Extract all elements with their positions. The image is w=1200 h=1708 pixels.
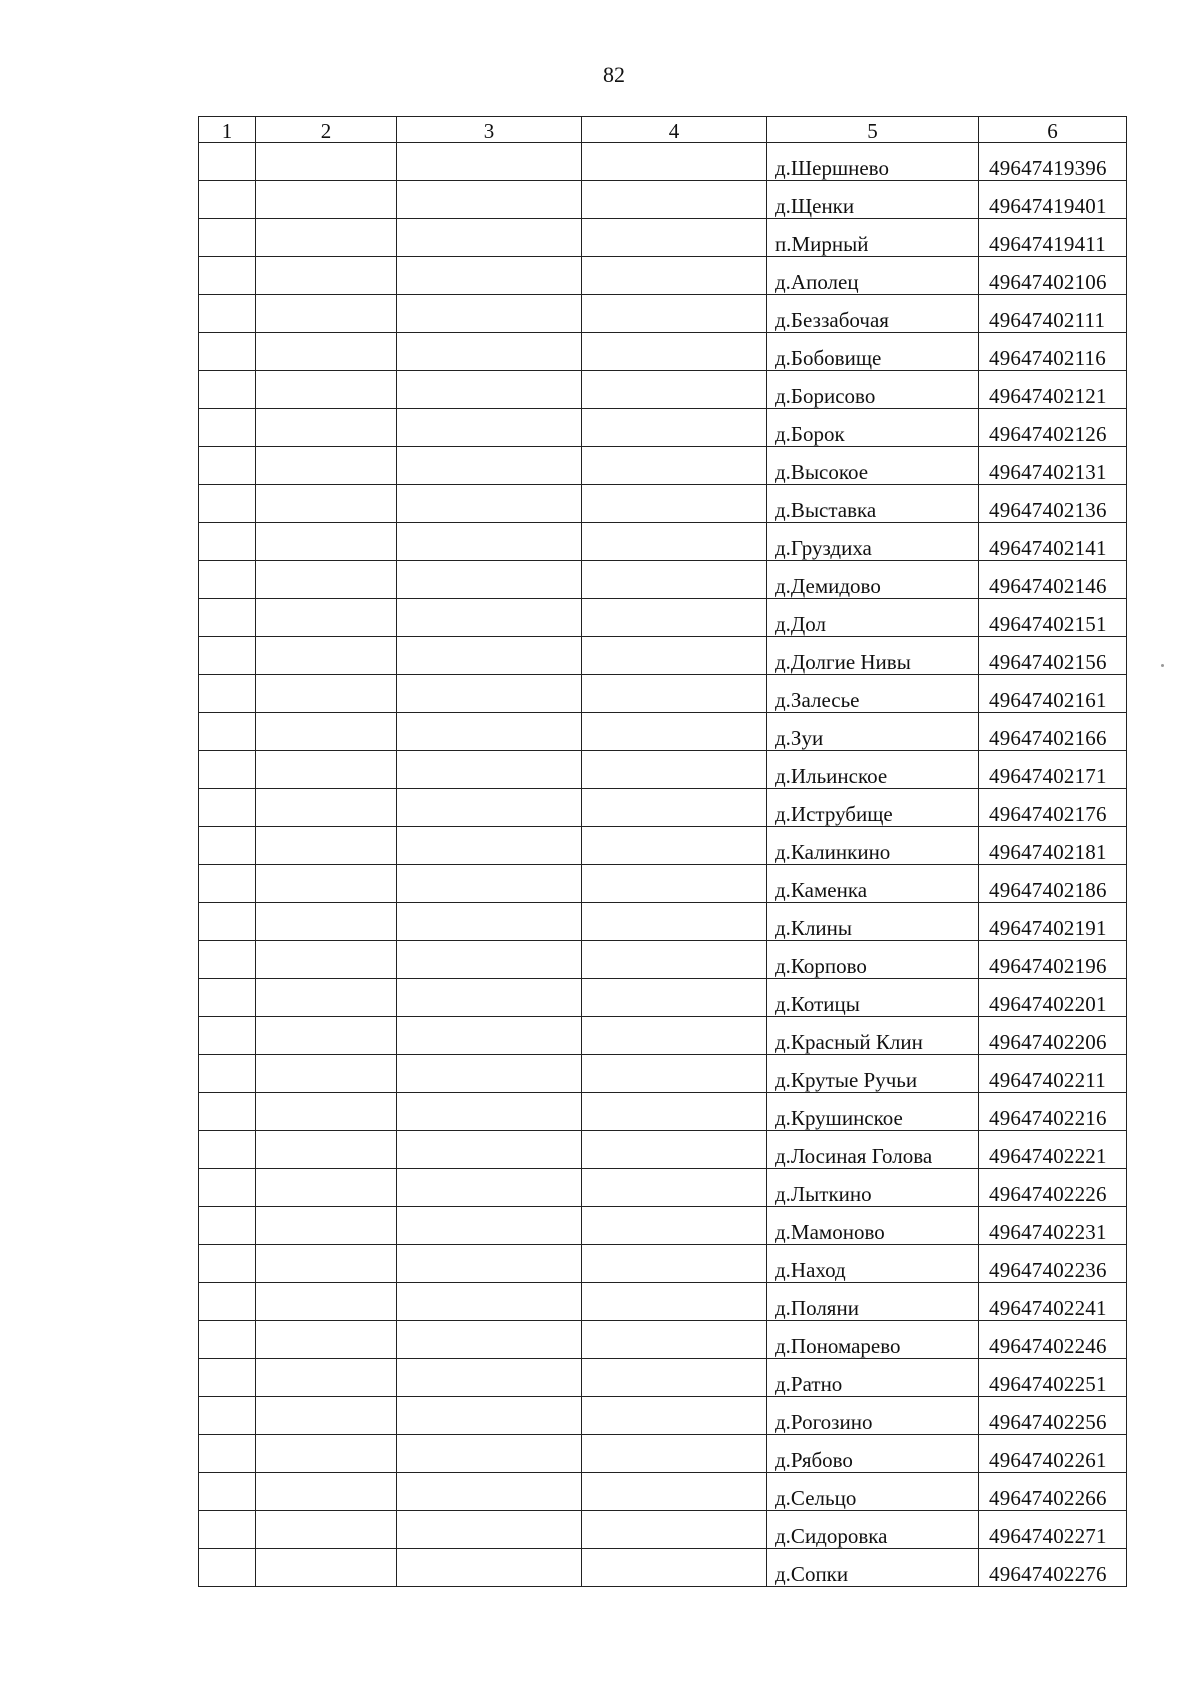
settlement-code-cell: 49647402136	[979, 485, 1127, 523]
empty-cell-col-4	[582, 1321, 767, 1359]
table-row	[199, 143, 1127, 181]
page-number: 82	[603, 62, 625, 87]
empty-cell-col-3	[397, 1169, 582, 1207]
table-row	[199, 1283, 1127, 1321]
settlements-table	[198, 116, 1127, 1587]
empty-cell-col-1	[199, 1435, 256, 1473]
settlement-name-cell: д.Иструбище	[767, 789, 979, 827]
table-row	[199, 1245, 1127, 1283]
settlement-code-cell: 49647402231	[979, 1207, 1127, 1245]
empty-cell-col-1	[199, 1359, 256, 1397]
empty-cell-col-3	[397, 1359, 582, 1397]
empty-cell-col-2	[256, 409, 397, 447]
settlement-code-cell: 49647402166	[979, 713, 1127, 751]
table-row	[199, 219, 1127, 257]
column-header-2: 2	[256, 117, 397, 143]
empty-cell-col-1	[199, 1207, 256, 1245]
empty-cell-col-4	[582, 1511, 767, 1549]
empty-cell-col-4	[582, 1245, 767, 1283]
table-row	[199, 1397, 1127, 1435]
settlement-code-cell: 49647402176	[979, 789, 1127, 827]
table-row	[199, 485, 1127, 523]
settlement-name-cell: д.Сельцо	[767, 1473, 979, 1511]
settlement-name-cell: д.Борок	[767, 409, 979, 447]
empty-cell-col-2	[256, 1245, 397, 1283]
empty-cell-col-4	[582, 1397, 767, 1435]
empty-cell-col-1	[199, 1549, 256, 1587]
table-row	[199, 409, 1127, 447]
settlement-name-cell: д.Каменка	[767, 865, 979, 903]
empty-cell-col-3	[397, 637, 582, 675]
settlement-code-cell: 49647402216	[979, 1093, 1127, 1131]
empty-cell-col-3	[397, 599, 582, 637]
empty-cell-col-4	[582, 1359, 767, 1397]
empty-cell-col-4	[582, 1207, 767, 1245]
empty-cell-col-1	[199, 1473, 256, 1511]
empty-cell-col-4	[582, 1131, 767, 1169]
settlement-name-cell: д.Поляни	[767, 1283, 979, 1321]
settlement-code-cell: 49647402241	[979, 1283, 1127, 1321]
empty-cell-col-2	[256, 637, 397, 675]
settlement-name-cell: д.Пономарево	[767, 1321, 979, 1359]
empty-cell-col-3	[397, 523, 582, 561]
empty-cell-col-3	[397, 181, 582, 219]
empty-cell-col-1	[199, 979, 256, 1017]
table-row	[199, 1093, 1127, 1131]
empty-cell-col-3	[397, 1131, 582, 1169]
empty-cell-col-3	[397, 979, 582, 1017]
table-row	[199, 257, 1127, 295]
settlement-name-cell: д.Щенки	[767, 181, 979, 219]
empty-cell-col-2	[256, 561, 397, 599]
empty-cell-col-3	[397, 485, 582, 523]
empty-cell-col-4	[582, 333, 767, 371]
empty-cell-col-3	[397, 1473, 582, 1511]
empty-cell-col-2	[256, 599, 397, 637]
empty-cell-col-4	[582, 903, 767, 941]
empty-cell-col-3	[397, 675, 582, 713]
settlement-code-cell: 49647402151	[979, 599, 1127, 637]
table-row	[199, 333, 1127, 371]
table-header-row	[199, 117, 1127, 143]
empty-cell-col-3	[397, 865, 582, 903]
empty-cell-col-4	[582, 941, 767, 979]
empty-cell-col-2	[256, 333, 397, 371]
empty-cell-col-3	[397, 1549, 582, 1587]
settlement-code-cell: 49647419401	[979, 181, 1127, 219]
settlement-name-cell: д.Крутые Ручьи	[767, 1055, 979, 1093]
empty-cell-col-4	[582, 713, 767, 751]
empty-cell-col-2	[256, 1511, 397, 1549]
settlement-name-cell: д.Сидоровка	[767, 1511, 979, 1549]
empty-cell-col-3	[397, 257, 582, 295]
empty-cell-col-2	[256, 485, 397, 523]
empty-cell-col-1	[199, 1245, 256, 1283]
empty-cell-col-3	[397, 447, 582, 485]
empty-cell-col-1	[199, 1511, 256, 1549]
empty-cell-col-2	[256, 1207, 397, 1245]
empty-cell-col-3	[397, 219, 582, 257]
empty-cell-col-4	[582, 1283, 767, 1321]
table-row	[199, 1055, 1127, 1093]
empty-cell-col-2	[256, 751, 397, 789]
empty-cell-col-2	[256, 1017, 397, 1055]
settlement-code-cell: 49647402201	[979, 979, 1127, 1017]
settlement-code-cell: 49647402221	[979, 1131, 1127, 1169]
empty-cell-col-4	[582, 751, 767, 789]
settlement-name-cell: д.Корпово	[767, 941, 979, 979]
empty-cell-col-4	[582, 561, 767, 599]
table-body	[199, 143, 1127, 1587]
empty-cell-col-3	[397, 1435, 582, 1473]
settlement-name-cell: д.Лосиная Голова	[767, 1131, 979, 1169]
empty-cell-col-3	[397, 903, 582, 941]
settlement-name-cell: д.Высокое	[767, 447, 979, 485]
empty-cell-col-4	[582, 1473, 767, 1511]
empty-cell-col-1	[199, 1055, 256, 1093]
settlement-code-cell: 49647402116	[979, 333, 1127, 371]
settlement-name-cell: д.Залесье	[767, 675, 979, 713]
table-row	[199, 827, 1127, 865]
empty-cell-col-1	[199, 599, 256, 637]
settlement-code-cell: 49647402226	[979, 1169, 1127, 1207]
empty-cell-col-3	[397, 1283, 582, 1321]
empty-cell-col-3	[397, 295, 582, 333]
settlement-name-cell: д.Демидово	[767, 561, 979, 599]
empty-cell-col-3	[397, 1207, 582, 1245]
settlement-code-cell: 49647402256	[979, 1397, 1127, 1435]
empty-cell-col-2	[256, 827, 397, 865]
settlement-name-cell: д.Долгие Нивы	[767, 637, 979, 675]
settlement-code-cell: 49647402196	[979, 941, 1127, 979]
empty-cell-col-2	[256, 1473, 397, 1511]
empty-cell-col-4	[582, 447, 767, 485]
settlement-name-cell: д.Красный Клин	[767, 1017, 979, 1055]
empty-cell-col-4	[582, 371, 767, 409]
empty-cell-col-3	[397, 941, 582, 979]
table-row	[199, 599, 1127, 637]
empty-cell-col-1	[199, 523, 256, 561]
empty-cell-col-2	[256, 181, 397, 219]
settlement-name-cell: д.Беззабочая	[767, 295, 979, 333]
empty-cell-col-4	[582, 789, 767, 827]
empty-cell-col-2	[256, 257, 397, 295]
empty-cell-col-4	[582, 143, 767, 181]
empty-cell-col-3	[397, 409, 582, 447]
settlement-name-cell: д.Аполец	[767, 257, 979, 295]
empty-cell-col-3	[397, 371, 582, 409]
empty-cell-col-3	[397, 1017, 582, 1055]
empty-cell-col-3	[397, 1397, 582, 1435]
empty-cell-col-2	[256, 1321, 397, 1359]
empty-cell-col-4	[582, 1055, 767, 1093]
empty-cell-col-1	[199, 713, 256, 751]
empty-cell-col-2	[256, 1093, 397, 1131]
settlement-name-cell: д.Мамоново	[767, 1207, 979, 1245]
settlement-code-cell: 49647402171	[979, 751, 1127, 789]
settlement-name-cell: д.Дол	[767, 599, 979, 637]
empty-cell-col-4	[582, 257, 767, 295]
empty-cell-col-1	[199, 941, 256, 979]
settlement-code-cell: 49647402111	[979, 295, 1127, 333]
column-header-5: 5	[767, 117, 979, 143]
empty-cell-col-4	[582, 485, 767, 523]
empty-cell-col-3	[397, 1321, 582, 1359]
empty-cell-col-3	[397, 1093, 582, 1131]
empty-cell-col-1	[199, 1397, 256, 1435]
empty-cell-col-3	[397, 713, 582, 751]
empty-cell-col-3	[397, 333, 582, 371]
empty-cell-col-1	[199, 219, 256, 257]
empty-cell-col-3	[397, 1055, 582, 1093]
settlement-code-cell: 49647402206	[979, 1017, 1127, 1055]
empty-cell-col-1	[199, 789, 256, 827]
empty-cell-col-1	[199, 827, 256, 865]
settlement-code-cell: 49647402106	[979, 257, 1127, 295]
table-row	[199, 371, 1127, 409]
settlement-code-cell: 49647402191	[979, 903, 1127, 941]
empty-cell-col-2	[256, 675, 397, 713]
empty-cell-col-1	[199, 333, 256, 371]
settlement-name-cell: д.Ратно	[767, 1359, 979, 1397]
empty-cell-col-2	[256, 941, 397, 979]
column-header-4: 4	[582, 117, 767, 143]
empty-cell-col-4	[582, 865, 767, 903]
empty-cell-col-2	[256, 1397, 397, 1435]
table-row	[199, 751, 1127, 789]
settlement-name-cell: д.Груздиха	[767, 523, 979, 561]
settlement-name-cell: д.Выставка	[767, 485, 979, 523]
empty-cell-col-1	[199, 409, 256, 447]
table-row	[199, 1131, 1127, 1169]
empty-cell-col-1	[199, 181, 256, 219]
settlement-code-cell: 49647419396	[979, 143, 1127, 181]
table-row	[199, 1017, 1127, 1055]
empty-cell-col-1	[199, 865, 256, 903]
empty-cell-col-1	[199, 143, 256, 181]
settlement-name-cell: д.Калинкино	[767, 827, 979, 865]
empty-cell-col-3	[397, 827, 582, 865]
empty-cell-col-1	[199, 1017, 256, 1055]
empty-cell-col-2	[256, 1359, 397, 1397]
empty-cell-col-4	[582, 409, 767, 447]
empty-cell-col-4	[582, 181, 767, 219]
empty-cell-col-2	[256, 1283, 397, 1321]
table-row	[199, 1511, 1127, 1549]
settlement-code-cell: 49647402266	[979, 1473, 1127, 1511]
empty-cell-col-1	[199, 1131, 256, 1169]
settlement-code-cell: 49647402186	[979, 865, 1127, 903]
settlement-code-cell: 49647402141	[979, 523, 1127, 561]
settlement-name-cell: д.Лыткино	[767, 1169, 979, 1207]
settlement-name-cell: д.Котицы	[767, 979, 979, 1017]
empty-cell-col-2	[256, 447, 397, 485]
empty-cell-col-1	[199, 1321, 256, 1359]
empty-cell-col-1	[199, 1093, 256, 1131]
settlement-name-cell: д.Борисово	[767, 371, 979, 409]
settlement-code-cell: 49647402261	[979, 1435, 1127, 1473]
empty-cell-col-2	[256, 903, 397, 941]
empty-cell-col-1	[199, 675, 256, 713]
empty-cell-col-4	[582, 295, 767, 333]
empty-cell-col-1	[199, 903, 256, 941]
column-header-1: 1	[199, 117, 256, 143]
settlement-code-cell: 49647402161	[979, 675, 1127, 713]
table-row	[199, 1473, 1127, 1511]
table-row	[199, 789, 1127, 827]
settlement-code-cell: 49647402246	[979, 1321, 1127, 1359]
settlement-code-cell: 49647402131	[979, 447, 1127, 485]
table-row	[199, 1321, 1127, 1359]
empty-cell-col-2	[256, 1131, 397, 1169]
table-row	[199, 295, 1127, 333]
table-row	[199, 713, 1127, 751]
empty-cell-col-4	[582, 219, 767, 257]
empty-cell-col-4	[582, 523, 767, 561]
table-row	[199, 941, 1127, 979]
table-row	[199, 865, 1127, 903]
settlement-code-cell: 49647402211	[979, 1055, 1127, 1093]
table-row	[199, 637, 1127, 675]
empty-cell-col-4	[582, 827, 767, 865]
empty-cell-col-2	[256, 219, 397, 257]
empty-cell-col-3	[397, 1245, 582, 1283]
table-row	[199, 561, 1127, 599]
empty-cell-col-1	[199, 447, 256, 485]
empty-cell-col-1	[199, 751, 256, 789]
empty-cell-col-4	[582, 1017, 767, 1055]
empty-cell-col-4	[582, 1549, 767, 1587]
settlement-code-cell: 49647419411	[979, 219, 1127, 257]
settlement-name-cell: д.Шершнево	[767, 143, 979, 181]
empty-cell-col-4	[582, 637, 767, 675]
settlement-name-cell: п.Мирный	[767, 219, 979, 257]
empty-cell-col-4	[582, 599, 767, 637]
column-header-3: 3	[397, 117, 582, 143]
table-row	[199, 675, 1127, 713]
empty-cell-col-2	[256, 523, 397, 561]
empty-cell-col-1	[199, 371, 256, 409]
empty-cell-col-4	[582, 675, 767, 713]
table-row	[199, 1549, 1127, 1587]
empty-cell-col-2	[256, 979, 397, 1017]
settlement-code-cell: 49647402271	[979, 1511, 1127, 1549]
settlement-code-cell: 49647402236	[979, 1245, 1127, 1283]
table-row	[199, 1169, 1127, 1207]
empty-cell-col-2	[256, 143, 397, 181]
settlement-code-cell: 49647402156	[979, 637, 1127, 675]
table-row	[199, 1207, 1127, 1245]
empty-cell-col-3	[397, 1511, 582, 1549]
scan-speck	[1161, 664, 1164, 667]
table-row	[199, 979, 1127, 1017]
settlement-code-cell: 49647402121	[979, 371, 1127, 409]
empty-cell-col-3	[397, 751, 582, 789]
empty-cell-col-2	[256, 789, 397, 827]
table-row	[199, 903, 1127, 941]
empty-cell-col-1	[199, 561, 256, 599]
settlement-name-cell: д.Зуи	[767, 713, 979, 751]
table-row	[199, 1359, 1127, 1397]
table-row	[199, 523, 1127, 561]
empty-cell-col-3	[397, 561, 582, 599]
settlement-name-cell: д.Рябово	[767, 1435, 979, 1473]
settlement-name-cell: д.Крушинское	[767, 1093, 979, 1131]
settlement-name-cell: д.Сопки	[767, 1549, 979, 1587]
empty-cell-col-4	[582, 1093, 767, 1131]
empty-cell-col-4	[582, 979, 767, 1017]
empty-cell-col-4	[582, 1435, 767, 1473]
empty-cell-col-3	[397, 789, 582, 827]
settlement-code-cell: 49647402126	[979, 409, 1127, 447]
settlement-name-cell: д.Клины	[767, 903, 979, 941]
empty-cell-col-2	[256, 371, 397, 409]
settlement-name-cell: д.Бобовище	[767, 333, 979, 371]
empty-cell-col-2	[256, 295, 397, 333]
settlement-name-cell: д.Рогозино	[767, 1397, 979, 1435]
table-row	[199, 447, 1127, 485]
empty-cell-col-1	[199, 637, 256, 675]
empty-cell-col-1	[199, 1283, 256, 1321]
empty-cell-col-2	[256, 1055, 397, 1093]
empty-cell-col-1	[199, 1169, 256, 1207]
empty-cell-col-1	[199, 485, 256, 523]
settlement-code-cell: 49647402251	[979, 1359, 1127, 1397]
table-row	[199, 181, 1127, 219]
column-header-6: 6	[979, 117, 1127, 143]
table-row	[199, 1435, 1127, 1473]
empty-cell-col-1	[199, 295, 256, 333]
empty-cell-col-3	[397, 143, 582, 181]
empty-cell-col-2	[256, 1435, 397, 1473]
empty-cell-col-2	[256, 713, 397, 751]
settlement-name-cell: д.Наход	[767, 1245, 979, 1283]
empty-cell-col-2	[256, 1169, 397, 1207]
settlement-code-cell: 49647402181	[979, 827, 1127, 865]
settlement-name-cell: д.Ильинское	[767, 751, 979, 789]
settlement-code-cell: 49647402276	[979, 1549, 1127, 1587]
settlement-code-cell: 49647402146	[979, 561, 1127, 599]
empty-cell-col-2	[256, 1549, 397, 1587]
empty-cell-col-1	[199, 257, 256, 295]
empty-cell-col-2	[256, 865, 397, 903]
empty-cell-col-4	[582, 1169, 767, 1207]
